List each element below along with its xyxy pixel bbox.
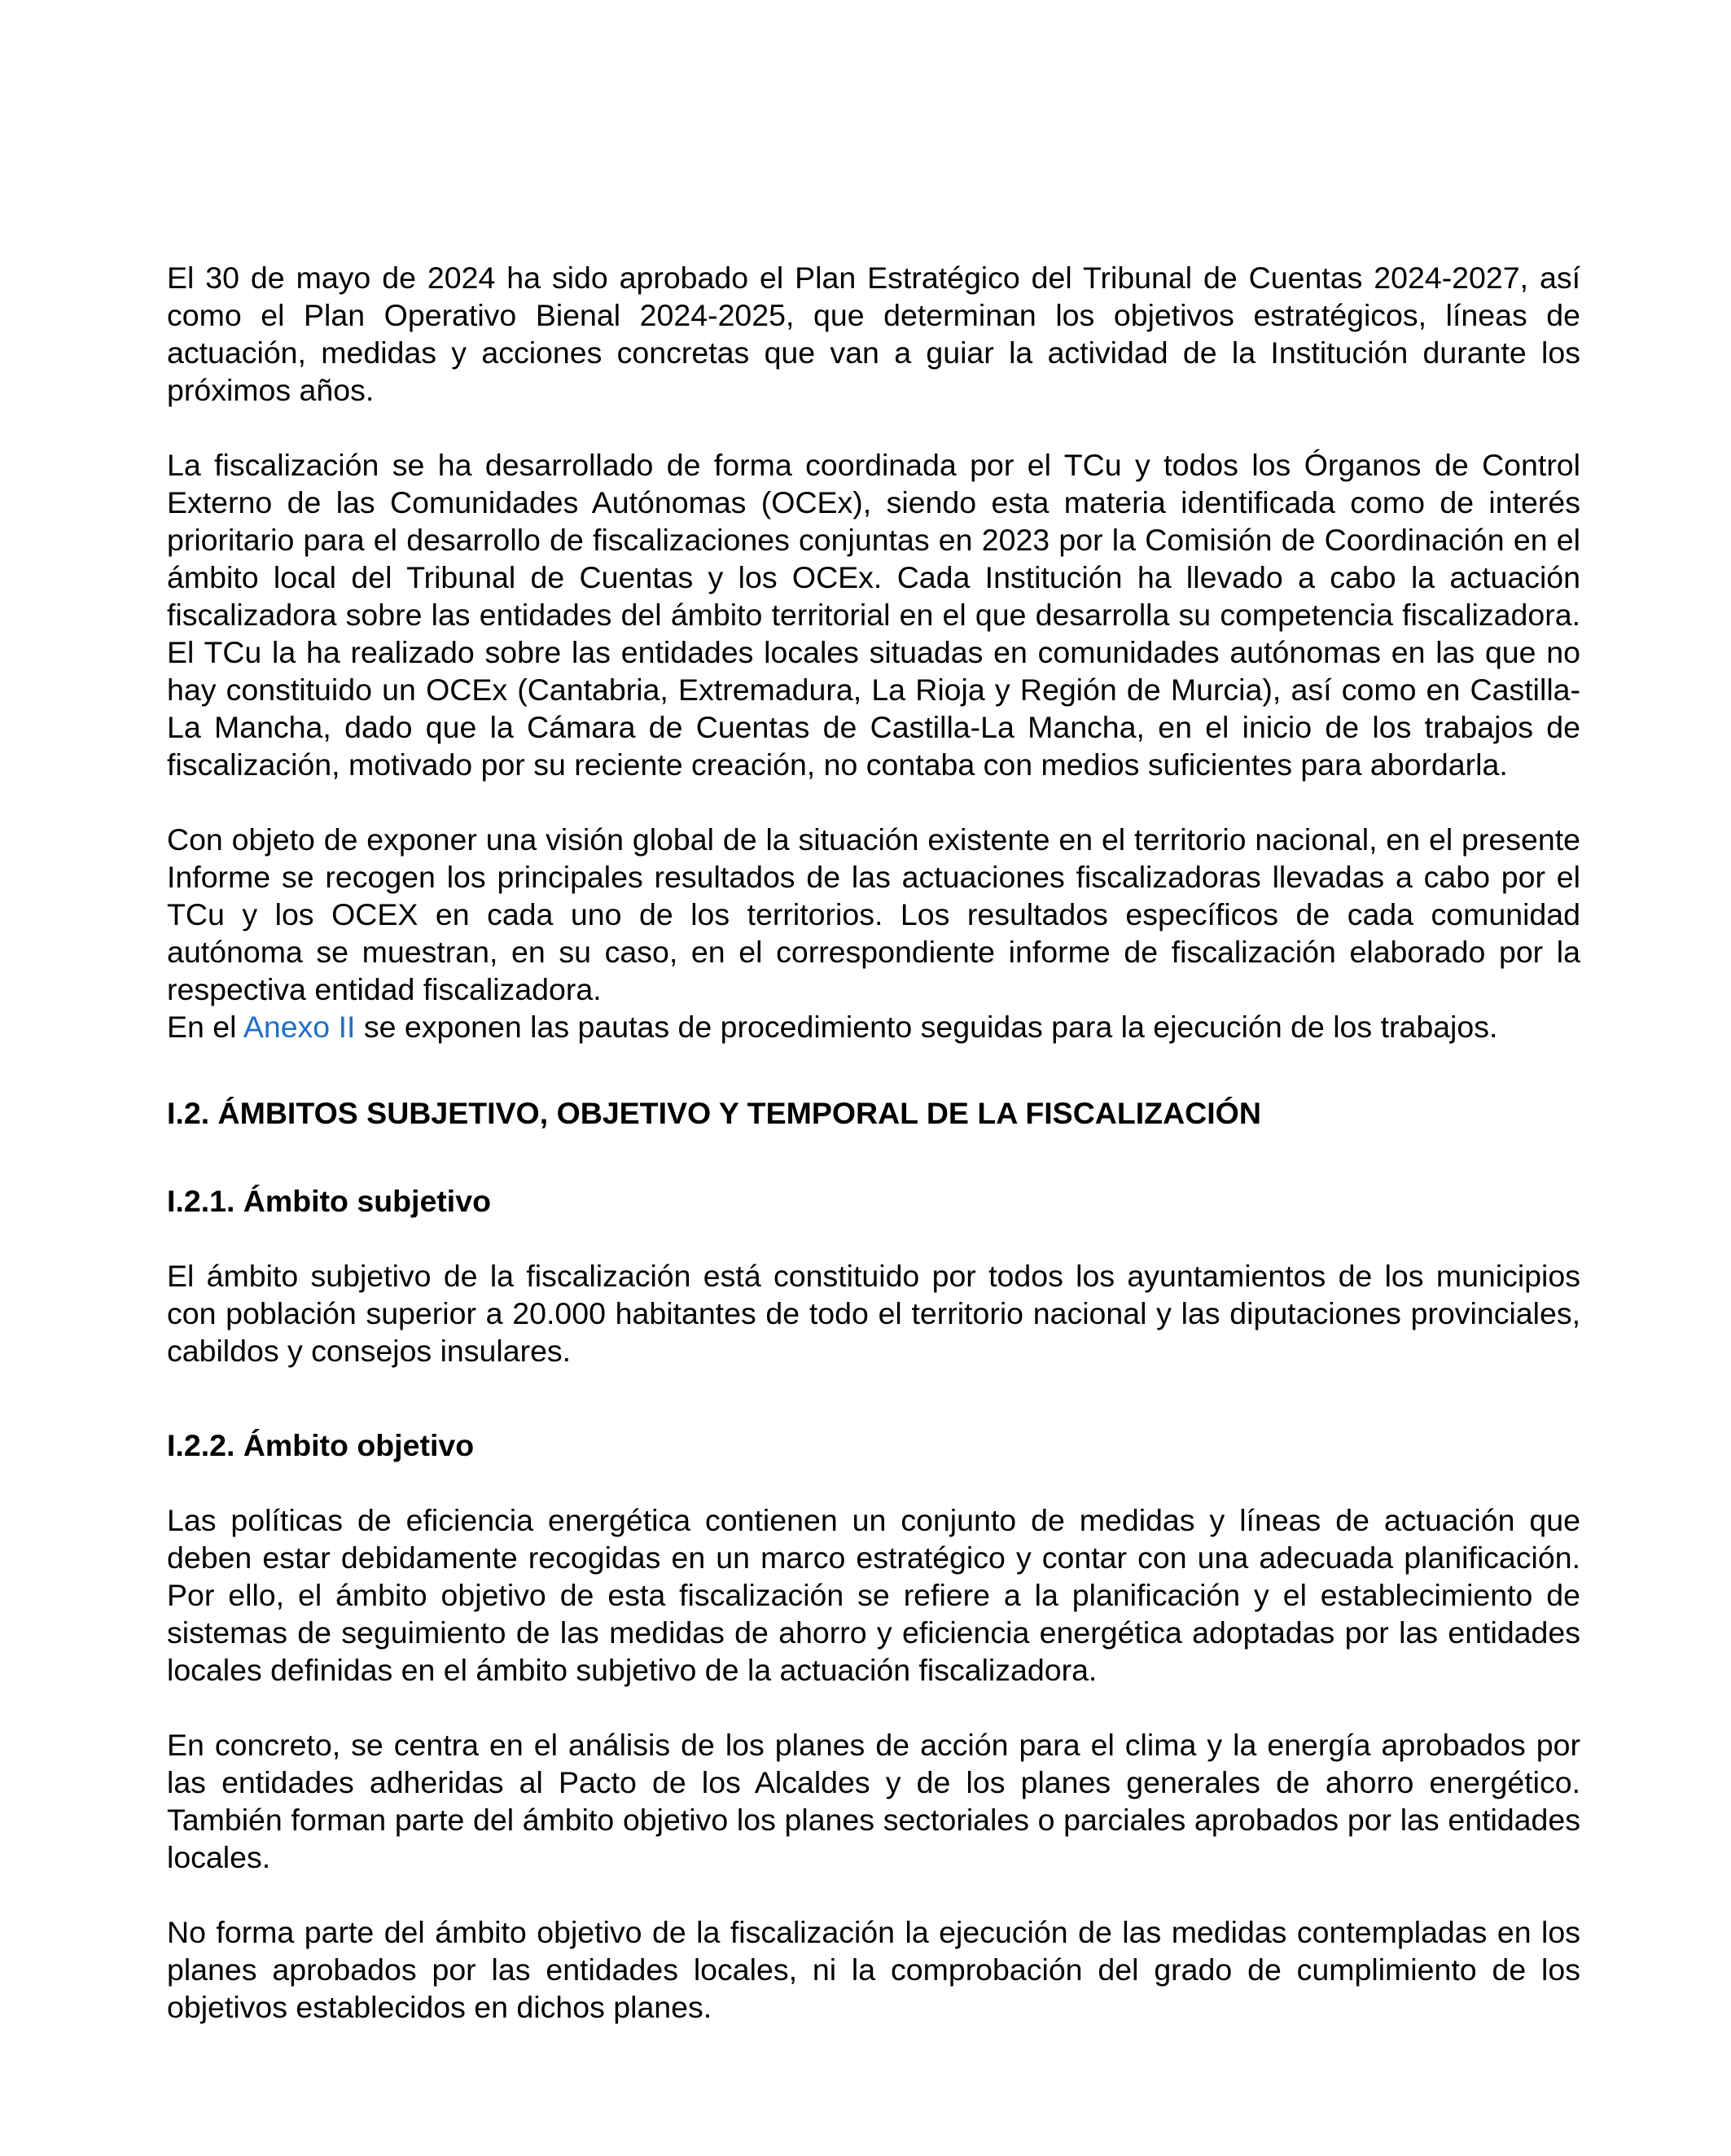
- ambito-objetivo-paragraph-3: No forma parte del ámbito objetivo de la fiscalización la ejecución de las medidas contempladas en los planes aprobados por las entidades locales, ni la comprobación del grado de cumplimiento de los objetivos establecidos en dichos planes.: [167, 1915, 1580, 2024]
- intro-paragraph-annex: [167, 1008, 1580, 1045]
- intro-paragraph-global-vision: Con objeto de exponer una visión global de la situación existente en el territorio nacional, en el presente Informe se recogen los principales resultados de las actuaciones fiscalizadoras llevadas a cabo por el TCu y los OCEX en cada uno de los territorios. Los resultados específicos de cada comunidad autónoma se muestran, en su caso, en el correspondiente informe de fiscalización elaborado por la respectiva entidad fiscalizadora.: [167, 822, 1580, 1006]
- document-body: [167, 259, 1580, 2026]
- ambito-objetivo-paragraph-2: En concreto, se centra en el análisis de los planes de acción para el clima y la energía aprobados por las entidades adheridas al Pacto de los Alcaldes y de los planes generales de ahorro energético. También forman parte del ámbito objetivo los planes sectoriales o parciales aprobados por las entidades locales.: [167, 1728, 1580, 1874]
- subsection-heading-ambito-subjetivo: I.2.1. Ámbito subjetivo: [167, 1184, 491, 1218]
- intro-paragraph-plan: El 30 de mayo de 2024 ha sido aprobado el Plan Estratégico del Tribunal de Cuentas 2024-2027, así como el Plan Operativo Bienal 2024-2025, que determinan los objetivos estratégicos, líneas de actuación, medidas y acciones concretas que van a guiar la actividad de la Institución durante los próximos años.: [167, 261, 1580, 407]
- annex-text-after: se exponen las pautas de procedimiento seguidas para la ejecución de los trabajos.: [355, 1010, 1498, 1044]
- intro-paragraph-coordination: La fiscalización se ha desarrollado de forma coordinada por el TCu y todos los Órganos de Control Externo de las Comunidades Autónomas (OCEx), siendo esta materia identificada como de interés prioritario para el desarrollo de fiscalizaciones conjuntas en 2023 por la Comisión de Coordinación en el ámbito local del Tribunal de Cuentas y los OCEx. Cada Institución ha llevado a cabo la actuación fiscalizadora sobre las entidades del ámbito territorial en el que desarrolla su competencia fiscalizadora. El TCu la ha realizado sobre las entidades locales situadas en comunidades autónomas en las que no hay constituido un OCEx (Cantabria, Extremadura, La Rioja y Región de Murcia), así como en Castilla-La Mancha, dado que la Cámara de Cuentas de Castilla-La Mancha, en el inicio de los trabajos de fiscalización, motivado por su reciente creación, no contaba con medios suficientes para abordarla.: [167, 448, 1580, 782]
- section-heading-ambitos: I.2. ÁMBITOS SUBJETIVO, OBJETIVO Y TEMPORAL DE LA FISCALIZACIÓN: [167, 1096, 1261, 1130]
- subsection-heading-ambito-objetivo: I.2.2. Ámbito objetivo: [167, 1428, 475, 1462]
- ambito-objetivo-paragraph-1: Las políticas de eficiencia energética contienen un conjunto de medidas y líneas de actuación que deben estar debidamente recogidas en un marco estratégico y contar con una adecuada planificación. Por ello, el ámbito objetivo de esta fiscalización se refiere a la planificación y el establecimiento de sistemas de seguimiento de las medidas de ahorro y eficiencia energética adoptadas por las entidades locales definidas en el ámbito subjetivo de la actuación fiscalizadora.: [167, 1503, 1580, 1687]
- annex-ii-link[interactable]: Anexo II: [243, 1010, 356, 1044]
- ambito-subjetivo-paragraph: El ámbito subjetivo de la fiscalización está constituido por todos los ayuntamientos de los municipios con población superior a 20.000 habitantes de todo el territorio nacional y las diputaciones provinciales, cabildos y consejos insulares.: [167, 1259, 1580, 1368]
- annex-text-before: En el: [167, 1010, 243, 1044]
